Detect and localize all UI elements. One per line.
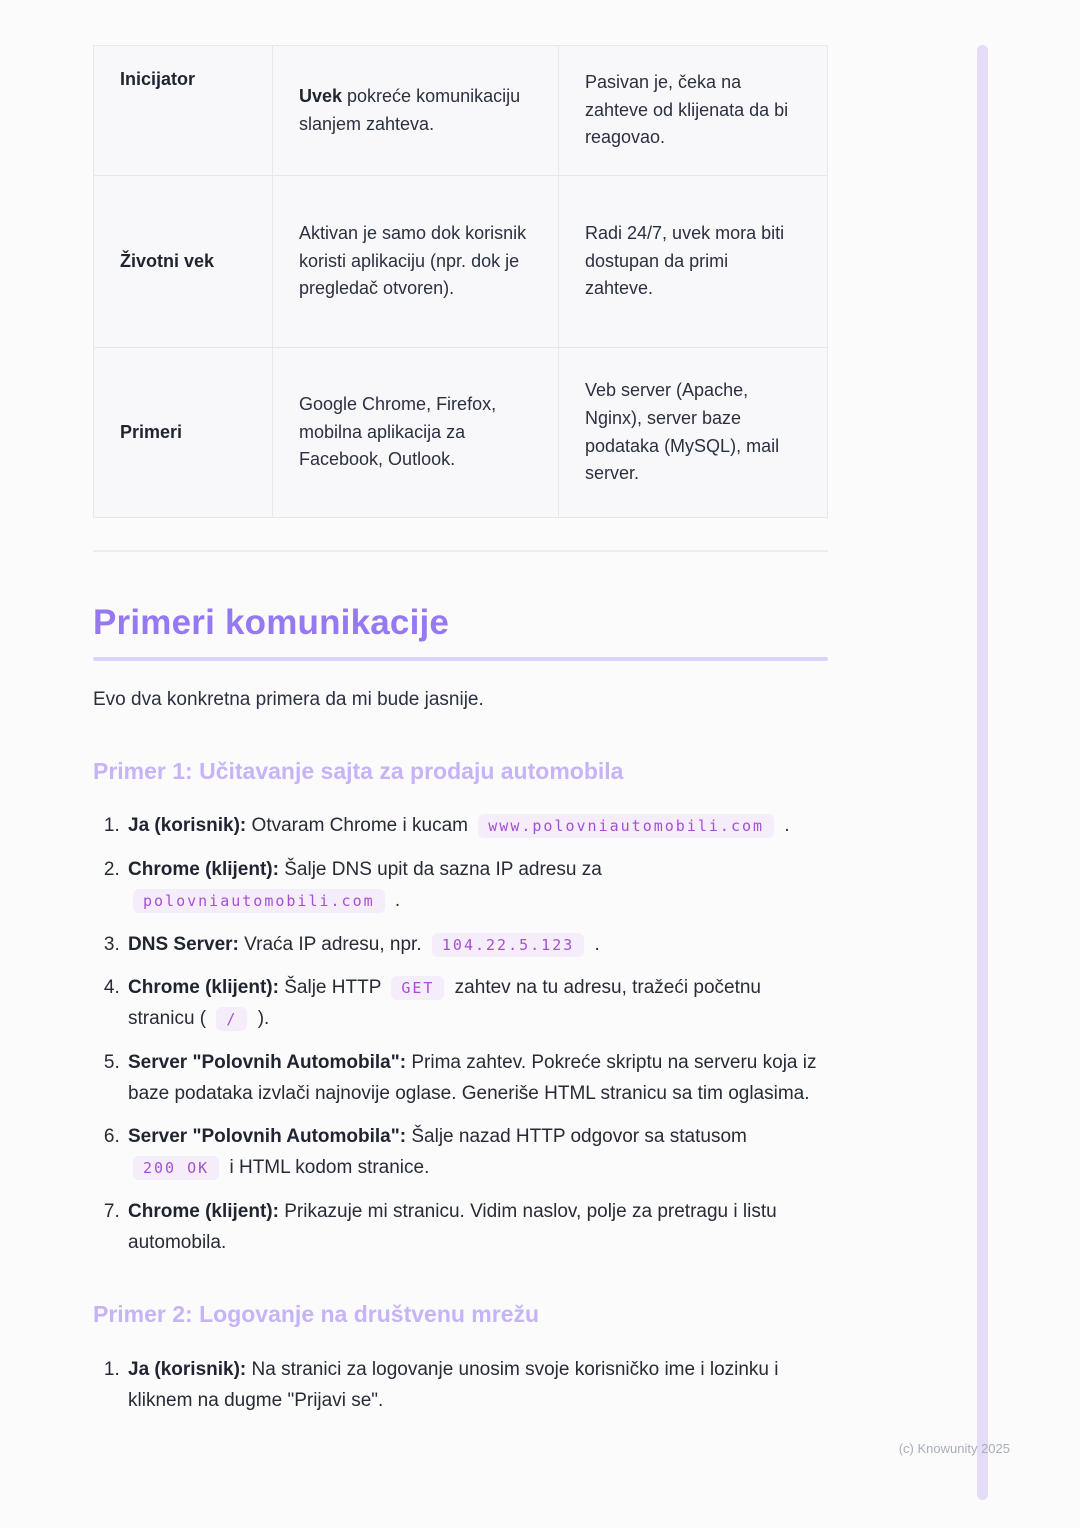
bold-label: Chrome (klijent):: [128, 977, 279, 999]
server-cell: [559, 176, 828, 348]
table-row: [94, 46, 828, 176]
client-cell: [273, 176, 559, 348]
text-run: Veb server (Apache, Nginx), server baze podataka (MySQL), mail server.: [585, 379, 780, 484]
example1-list: [93, 811, 828, 1258]
text-run: Šalje HTTP: [278, 977, 387, 999]
list-item: [125, 1122, 828, 1184]
list-item: [125, 1197, 828, 1259]
text-run: pokreće komunikaciju slanjem zahteva.: [299, 85, 521, 134]
text-run: Šalje nazad HTTP odgovor sa statusom: [406, 1126, 747, 1148]
inline-code: /: [216, 1007, 247, 1031]
list-item: [125, 930, 828, 961]
text-run: Vraća IP adresu, npr.: [238, 933, 427, 955]
bold-label: Server "Polovnih Automobila":: [128, 1126, 407, 1148]
bold-label: Uvek: [299, 85, 343, 106]
text-run: Šalje DNS upit da sazna IP adresu za: [278, 859, 602, 881]
client-cell: [273, 46, 559, 176]
text-run: Prikazuje mi stranicu. Vidim naslov, polje za pretragu i listu automobila.: [128, 1200, 777, 1253]
text-run: Radi 24/7, uvek mora biti dostupan da primi zahteve.: [585, 222, 785, 299]
server-cell: [559, 348, 828, 518]
heading-accent-bar: [93, 657, 828, 661]
document-content: [93, 45, 828, 1430]
comparison-table: [93, 45, 828, 518]
scrollbar-thumb[interactable]: [977, 45, 988, 1500]
bold-label: Chrome (klijent):: [128, 1200, 279, 1222]
bold-label: Server "Polovnih Automobila":: [128, 1051, 407, 1073]
text-run: Pasivan je, čeka na zahteve od klijenata da bi reagovao.: [585, 71, 789, 148]
section-title: Primeri komunikacije: [93, 603, 450, 642]
server-cell: [559, 46, 828, 176]
text-run: i HTML kodom stranice.: [224, 1157, 430, 1179]
bold-label: Ja (korisnik):: [128, 815, 247, 837]
inline-code: www.polovniautomobili.com: [478, 814, 774, 838]
inline-code: 104.22.5.123: [432, 933, 584, 957]
text-run: .: [589, 933, 600, 955]
text-run: .: [389, 889, 401, 911]
inline-code: polovniautomobili.com: [133, 889, 385, 913]
bold-label: Chrome (klijent):: [128, 859, 279, 881]
row-label-cell: Životni vek: [94, 176, 273, 348]
example1-heading: Primer 1: Učitavanje sajta za prodaju automobila: [93, 757, 624, 784]
section-divider: [93, 550, 828, 552]
text-run: Otvaram Chrome i kucam: [246, 815, 474, 837]
example2-list: [93, 1355, 828, 1417]
list-item: [125, 1355, 828, 1417]
row-label-cell: Inicijator: [94, 46, 273, 176]
table-row: [94, 176, 828, 348]
list-item: [125, 1048, 828, 1110]
text-run: ).: [252, 1008, 270, 1030]
bold-label: Ja (korisnik):: [128, 1359, 247, 1381]
text-run: Google Chrome, Firefox, mobilna aplikacija za Facebook, Outlook.: [299, 393, 497, 470]
inline-code: GET: [391, 976, 444, 1000]
bold-label: DNS Server:: [128, 933, 239, 955]
row-label-cell: Primeri: [94, 348, 273, 518]
table-row: [94, 348, 828, 518]
list-item: [125, 811, 828, 842]
text-run: Na stranici za logovanje unosim svoje korisničko ime i lozinku i kliknem na dugme "Prijavi se".: [128, 1359, 779, 1411]
client-cell: [273, 348, 559, 518]
inline-code: 200 OK: [133, 1156, 219, 1180]
copyright-text: (c) Knowunity 2025: [898, 1441, 1010, 1456]
text-run: Prima zahtev. Pokreće skriptu na serveru koja iz baze podataka izvlači najnovije oglase. Generiše HTML stranicu sa tim oglasima.: [128, 1051, 817, 1104]
text-run: Aktivan je samo dok korisnik koristi aplikaciju (npr. dok je pregledač otvoren).: [299, 222, 527, 299]
example2-heading: Primer 2: Logovanje na društvenu mrežu: [93, 1301, 540, 1328]
text-run: .: [779, 815, 790, 837]
list-item: [125, 855, 828, 917]
intro-text: Evo dva konkretna primera da mi bude jasnije.: [93, 689, 484, 710]
text-run: zahtev na tu adresu, tražeći početnu stranicu (: [128, 977, 761, 1030]
list-item: [125, 973, 828, 1035]
